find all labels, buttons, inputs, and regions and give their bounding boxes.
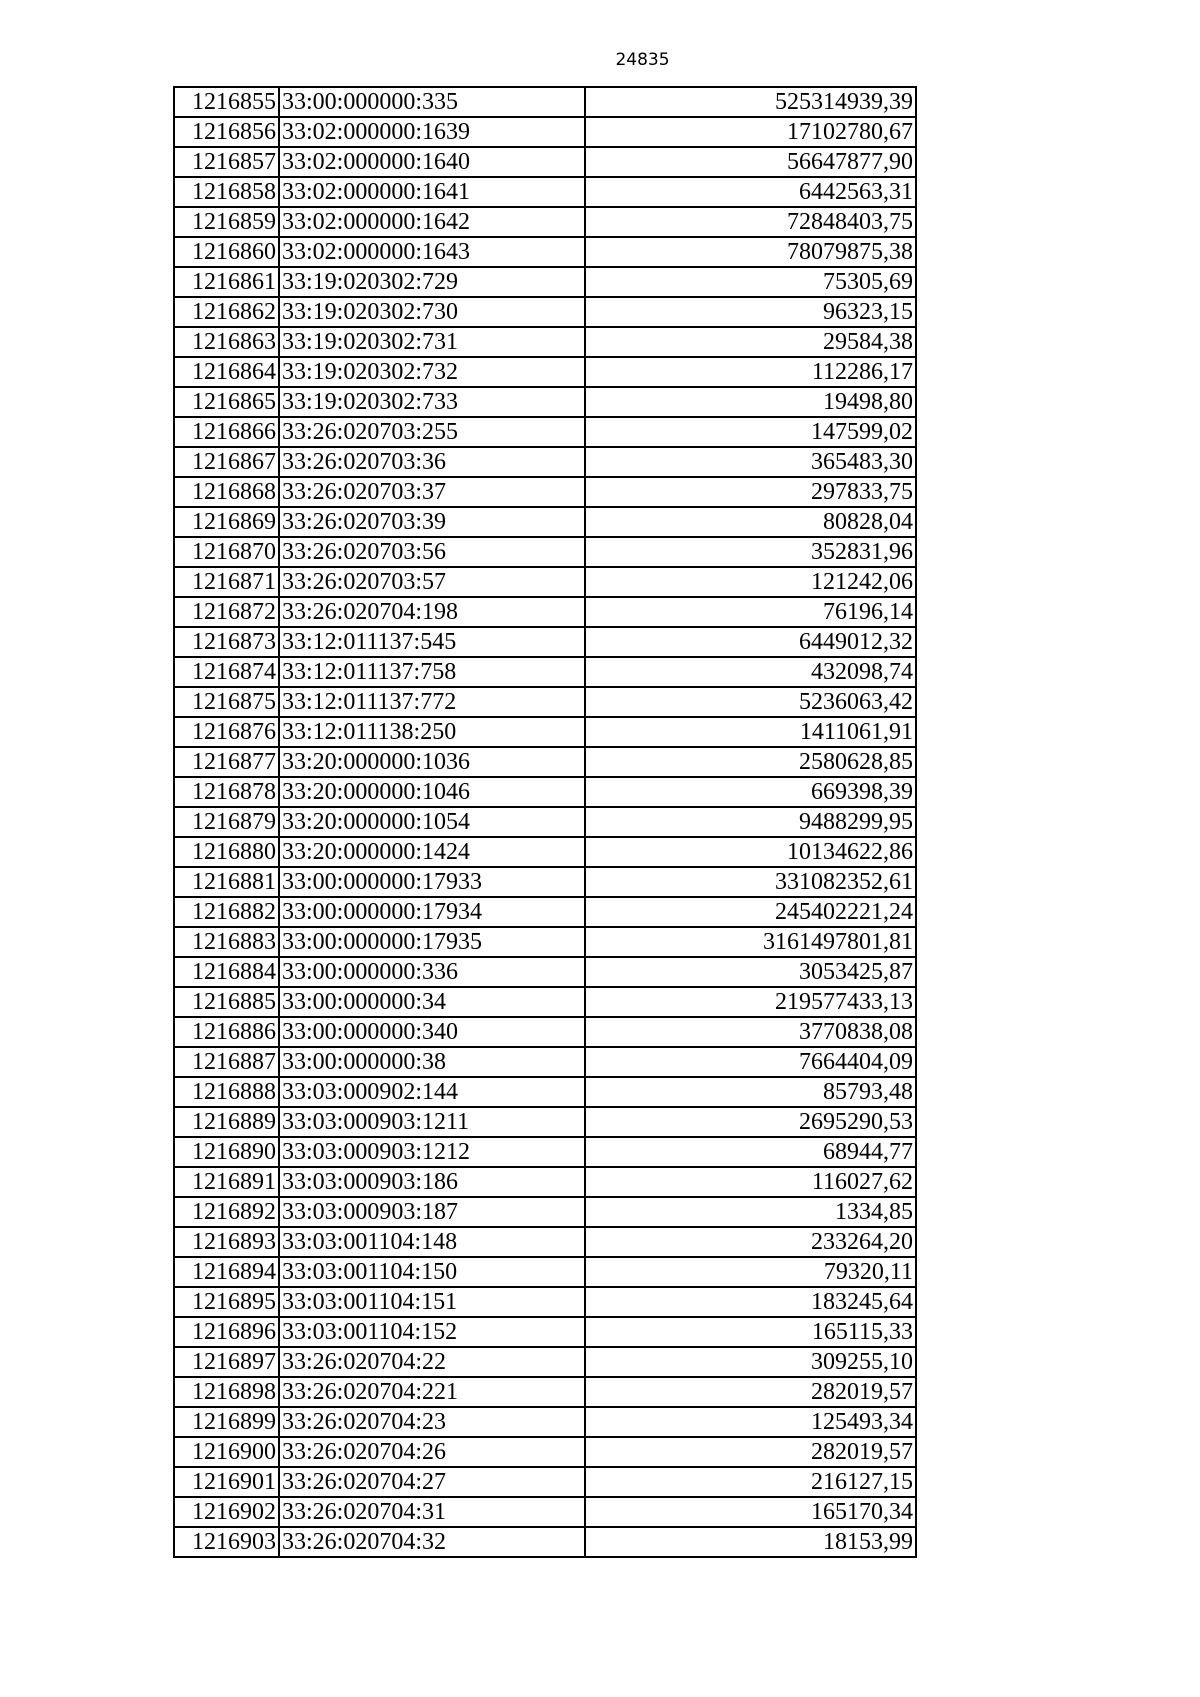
row-id-cell: 1216902	[174, 1497, 279, 1527]
table-row	[174, 657, 916, 687]
row-id-cell: 1216877	[174, 747, 279, 777]
cadastral-number-cell: 33:00:000000:34	[279, 987, 585, 1017]
row-id-cell: 1216885	[174, 987, 279, 1017]
cadastral-number-cell: 33:03:001104:150	[279, 1257, 585, 1287]
value-cell: 72848403,75	[585, 207, 916, 237]
value-cell: 432098,74	[585, 657, 916, 687]
table-row	[174, 507, 916, 537]
row-id-cell: 1216869	[174, 507, 279, 537]
cadastral-number-cell: 33:03:000903:1212	[279, 1137, 585, 1167]
cadastral-number-cell: 33:03:000903:1211	[279, 1107, 585, 1137]
value-cell: 80828,04	[585, 507, 916, 537]
value-cell: 216127,15	[585, 1467, 916, 1497]
row-id-cell: 1216875	[174, 687, 279, 717]
cadastral-number-cell: 33:19:020302:733	[279, 387, 585, 417]
row-id-cell: 1216903	[174, 1527, 279, 1557]
value-cell: 165115,33	[585, 1317, 916, 1347]
table-row	[174, 447, 916, 477]
value-cell: 7664404,09	[585, 1047, 916, 1077]
cadastral-number-cell: 33:26:020703:56	[279, 537, 585, 567]
table-row	[174, 1287, 916, 1317]
value-cell: 183245,64	[585, 1287, 916, 1317]
table-row	[174, 1167, 916, 1197]
value-cell: 29584,38	[585, 327, 916, 357]
table-row	[174, 717, 916, 747]
value-cell: 56647877,90	[585, 147, 916, 177]
row-id-cell: 1216893	[174, 1227, 279, 1257]
table-row	[174, 1017, 916, 1047]
table-row	[174, 237, 916, 267]
page-number: 24835	[615, 50, 670, 70]
table-row	[174, 537, 916, 567]
table-row	[174, 1527, 916, 1557]
cadastral-number-cell: 33:26:020704:31	[279, 1497, 585, 1527]
value-cell: 3161497801,81	[585, 927, 916, 957]
row-id-cell: 1216876	[174, 717, 279, 747]
cadastral-number-cell: 33:19:020302:731	[279, 327, 585, 357]
row-id-cell: 1216888	[174, 1077, 279, 1107]
value-cell: 116027,62	[585, 1167, 916, 1197]
row-id-cell: 1216870	[174, 537, 279, 567]
cadastral-number-cell: 33:00:000000:17935	[279, 927, 585, 957]
value-cell: 85793,48	[585, 1077, 916, 1107]
value-cell: 3770838,08	[585, 1017, 916, 1047]
table-row	[174, 1077, 916, 1107]
cadastral-number-cell: 33:26:020704:22	[279, 1347, 585, 1377]
cadastral-number-cell: 33:03:000903:186	[279, 1167, 585, 1197]
value-cell: 79320,11	[585, 1257, 916, 1287]
row-id-cell: 1216856	[174, 117, 279, 147]
cadastral-number-cell: 33:26:020703:37	[279, 477, 585, 507]
table-row	[174, 807, 916, 837]
table-row	[174, 627, 916, 657]
row-id-cell: 1216862	[174, 297, 279, 327]
value-cell: 233264,20	[585, 1227, 916, 1257]
table-row	[174, 1257, 916, 1287]
table-row	[174, 687, 916, 717]
value-cell: 121242,06	[585, 567, 916, 597]
cadastral-number-cell: 33:20:000000:1054	[279, 807, 585, 837]
table-row	[174, 837, 916, 867]
row-id-cell: 1216873	[174, 627, 279, 657]
table-row	[174, 1467, 916, 1497]
table-row	[174, 1377, 916, 1407]
row-id-cell: 1216866	[174, 417, 279, 447]
row-id-cell: 1216896	[174, 1317, 279, 1347]
row-id-cell: 1216883	[174, 927, 279, 957]
cadastral-number-cell: 33:03:000902:144	[279, 1077, 585, 1107]
table-row	[174, 1347, 916, 1377]
table-row	[174, 897, 916, 927]
row-id-cell: 1216880	[174, 837, 279, 867]
row-id-cell: 1216897	[174, 1347, 279, 1377]
row-id-cell: 1216874	[174, 657, 279, 687]
row-id-cell: 1216860	[174, 237, 279, 267]
cadastral-number-cell: 33:26:020704:23	[279, 1407, 585, 1437]
row-id-cell: 1216901	[174, 1467, 279, 1497]
row-id-cell: 1216858	[174, 177, 279, 207]
value-cell: 75305,69	[585, 267, 916, 297]
table-row	[174, 1437, 916, 1467]
table-row	[174, 567, 916, 597]
value-cell: 669398,39	[585, 777, 916, 807]
row-id-cell: 1216859	[174, 207, 279, 237]
table-row	[174, 147, 916, 177]
cadastral-number-cell: 33:02:000000:1639	[279, 117, 585, 147]
value-cell: 19498,80	[585, 387, 916, 417]
cadastral-number-cell: 33:02:000000:1643	[279, 237, 585, 267]
table-row	[174, 387, 916, 417]
row-id-cell: 1216861	[174, 267, 279, 297]
row-id-cell: 1216895	[174, 1287, 279, 1317]
value-cell: 352831,96	[585, 537, 916, 567]
cadastral-number-cell: 33:00:000000:17934	[279, 897, 585, 927]
value-cell: 68944,77	[585, 1137, 916, 1167]
cadastral-number-cell: 33:00:000000:17933	[279, 867, 585, 897]
cadastral-number-cell: 33:03:001104:152	[279, 1317, 585, 1347]
cadastral-number-cell: 33:00:000000:340	[279, 1017, 585, 1047]
table-row	[174, 477, 916, 507]
row-id-cell: 1216882	[174, 897, 279, 927]
table-row	[174, 1227, 916, 1257]
value-cell: 2580628,85	[585, 747, 916, 777]
table-row	[174, 177, 916, 207]
value-cell: 297833,75	[585, 477, 916, 507]
cadastral-number-cell: 33:12:011137:772	[279, 687, 585, 717]
value-cell: 1334,85	[585, 1197, 916, 1227]
value-cell: 18153,99	[585, 1527, 916, 1557]
row-id-cell: 1216899	[174, 1407, 279, 1437]
value-cell: 3053425,87	[585, 957, 916, 987]
cadastral-number-cell: 33:20:000000:1046	[279, 777, 585, 807]
table-row	[174, 747, 916, 777]
row-id-cell: 1216857	[174, 147, 279, 177]
table-row	[174, 927, 916, 957]
table-row	[174, 87, 916, 117]
table-row	[174, 327, 916, 357]
table-row	[174, 1497, 916, 1527]
value-cell: 6449012,32	[585, 627, 916, 657]
cadastral-number-cell: 33:12:011138:250	[279, 717, 585, 747]
row-id-cell: 1216898	[174, 1377, 279, 1407]
table-row	[174, 957, 916, 987]
value-cell: 112286,17	[585, 357, 916, 387]
row-id-cell: 1216867	[174, 447, 279, 477]
table-row	[174, 117, 916, 147]
table-row	[174, 1317, 916, 1347]
value-cell: 1411061,91	[585, 717, 916, 747]
row-id-cell: 1216868	[174, 477, 279, 507]
cadastral-number-cell: 33:26:020704:32	[279, 1527, 585, 1557]
row-id-cell: 1216864	[174, 357, 279, 387]
value-cell: 9488299,95	[585, 807, 916, 837]
value-cell: 76196,14	[585, 597, 916, 627]
table-row	[174, 357, 916, 387]
value-cell: 219577433,13	[585, 987, 916, 1017]
cadastral-number-cell: 33:26:020704:27	[279, 1467, 585, 1497]
row-id-cell: 1216863	[174, 327, 279, 357]
row-id-cell: 1216889	[174, 1107, 279, 1137]
table-row	[174, 1047, 916, 1077]
cadastral-number-cell: 33:03:001104:151	[279, 1287, 585, 1317]
value-cell: 2695290,53	[585, 1107, 916, 1137]
row-id-cell: 1216878	[174, 777, 279, 807]
table-row	[174, 417, 916, 447]
cadastral-number-cell: 33:26:020703:255	[279, 417, 585, 447]
table-row	[174, 987, 916, 1017]
cadastral-number-cell: 33:02:000000:1641	[279, 177, 585, 207]
cadastral-number-cell: 33:19:020302:729	[279, 267, 585, 297]
row-id-cell: 1216890	[174, 1137, 279, 1167]
row-id-cell: 1216865	[174, 387, 279, 417]
cadastral-number-cell: 33:19:020302:732	[279, 357, 585, 387]
cadastral-number-cell: 33:20:000000:1036	[279, 747, 585, 777]
value-cell: 331082352,61	[585, 867, 916, 897]
table-row	[174, 867, 916, 897]
cadastral-number-cell: 33:20:000000:1424	[279, 837, 585, 867]
cadastral-number-cell: 33:00:000000:335	[279, 87, 585, 117]
table-body	[174, 87, 916, 1557]
row-id-cell: 1216855	[174, 87, 279, 117]
row-id-cell: 1216871	[174, 567, 279, 597]
cadastral-number-cell: 33:26:020703:36	[279, 447, 585, 477]
row-id-cell: 1216894	[174, 1257, 279, 1287]
row-id-cell: 1216879	[174, 807, 279, 837]
table-row	[174, 1407, 916, 1437]
value-cell: 309255,10	[585, 1347, 916, 1377]
table-row	[174, 1107, 916, 1137]
value-cell: 17102780,67	[585, 117, 916, 147]
cadastral-number-cell: 33:26:020703:39	[279, 507, 585, 537]
row-id-cell: 1216891	[174, 1167, 279, 1197]
value-cell: 245402221,24	[585, 897, 916, 927]
row-id-cell: 1216892	[174, 1197, 279, 1227]
row-id-cell: 1216886	[174, 1017, 279, 1047]
table-row	[174, 207, 916, 237]
value-cell: 282019,57	[585, 1377, 916, 1407]
cadastral-number-cell: 33:12:011137:758	[279, 657, 585, 687]
value-cell: 525314939,39	[585, 87, 916, 117]
table-row	[174, 297, 916, 327]
cadastral-number-cell: 33:00:000000:336	[279, 957, 585, 987]
cadastral-number-cell: 33:26:020704:221	[279, 1377, 585, 1407]
value-cell: 125493,34	[585, 1407, 916, 1437]
row-id-cell: 1216872	[174, 597, 279, 627]
cadastral-number-cell: 33:03:001104:148	[279, 1227, 585, 1257]
value-cell: 96323,15	[585, 297, 916, 327]
cadastral-number-cell: 33:02:000000:1640	[279, 147, 585, 177]
cadastral-number-cell: 33:26:020704:198	[279, 597, 585, 627]
value-cell: 5236063,42	[585, 687, 916, 717]
value-cell: 365483,30	[585, 447, 916, 477]
table-row	[174, 267, 916, 297]
value-cell: 10134622,86	[585, 837, 916, 867]
table-row	[174, 1197, 916, 1227]
cadastral-number-cell: 33:19:020302:730	[279, 297, 585, 327]
row-id-cell: 1216887	[174, 1047, 279, 1077]
cadastral-number-cell: 33:00:000000:38	[279, 1047, 585, 1077]
table-row	[174, 1137, 916, 1167]
table-row	[174, 777, 916, 807]
value-cell: 282019,57	[585, 1437, 916, 1467]
cadastral-number-cell: 33:03:000903:187	[279, 1197, 585, 1227]
row-id-cell: 1216881	[174, 867, 279, 897]
value-cell: 147599,02	[585, 417, 916, 447]
cadastral-number-cell: 33:26:020703:57	[279, 567, 585, 597]
cadastral-number-cell: 33:12:011137:545	[279, 627, 585, 657]
row-id-cell: 1216884	[174, 957, 279, 987]
cadastral-value-table	[173, 86, 917, 1558]
value-cell: 165170,34	[585, 1497, 916, 1527]
table-row	[174, 597, 916, 627]
cadastral-number-cell: 33:26:020704:26	[279, 1437, 585, 1467]
cadastral-number-cell: 33:02:000000:1642	[279, 207, 585, 237]
value-cell: 6442563,31	[585, 177, 916, 207]
row-id-cell: 1216900	[174, 1437, 279, 1467]
value-cell: 78079875,38	[585, 237, 916, 267]
